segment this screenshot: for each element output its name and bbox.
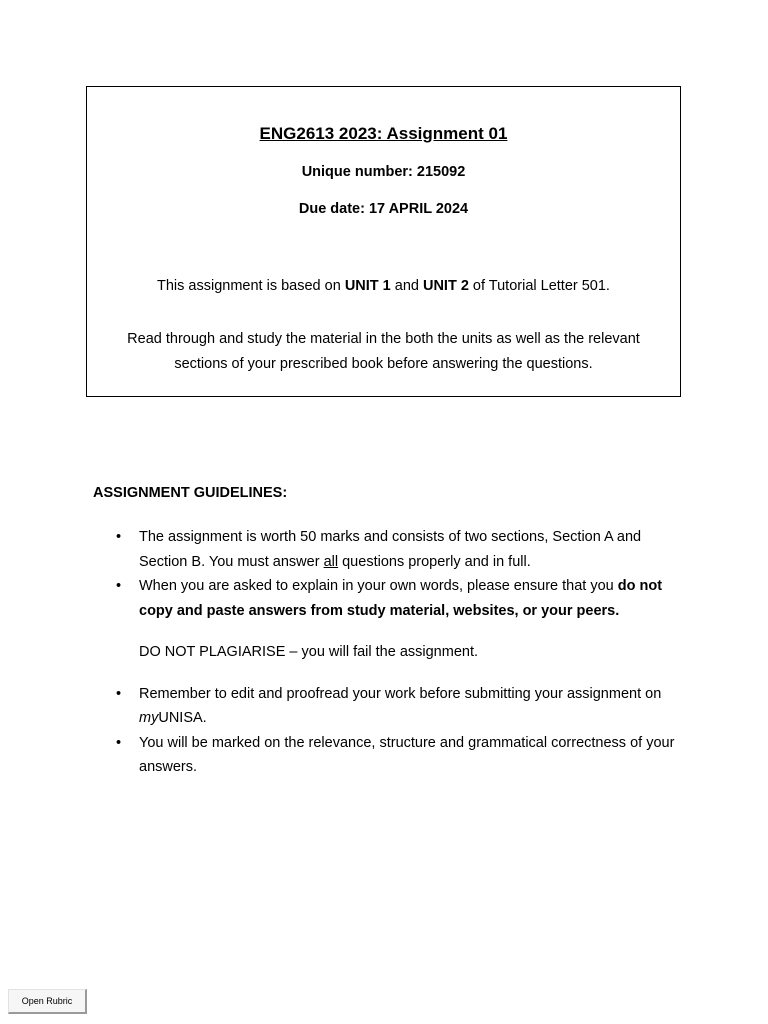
assignment-basis bbox=[87, 278, 680, 294]
open-rubric-button[interactable]: Open Rubric bbox=[8, 989, 87, 1014]
bullet-icon: • bbox=[116, 685, 122, 702]
guideline-item-text: questions properly and in full. bbox=[338, 553, 531, 570]
guideline-item-emphasis: do not copy and paste answers from study material, websites, or your peers. bbox=[139, 578, 663, 619]
guideline-item-text: You will be marked on the relevance, structure and grammatical correctness of your answers. bbox=[139, 734, 675, 775]
guidelines-heading: ASSIGNMENT GUIDELINES: bbox=[93, 485, 288, 501]
guideline-item-text: UNISA. bbox=[158, 710, 207, 726]
basis-unit-1: UNIT 1 bbox=[344, 278, 391, 294]
bullet-icon: • bbox=[116, 529, 122, 545]
page-title: ENG2613 2023: Assignment 01 bbox=[259, 124, 508, 143]
guideline-item-text: Remember to edit and proofread your work before submitting your assignment on bbox=[139, 685, 662, 702]
read-instruction: Read through and study the material in the both the units as well as the relevant sections of your prescribed book before answering the questions. bbox=[127, 331, 640, 372]
unique-number: Unique number: 215092 bbox=[301, 164, 466, 180]
guideline-item-emphasis: my bbox=[139, 710, 159, 726]
guidelines-list bbox=[93, 525, 683, 780]
basis-text-end: of Tutorial Letter 501. bbox=[468, 278, 610, 294]
due-date: Due date: 17 APRIL 2024 bbox=[298, 201, 469, 217]
guideline-item-marking bbox=[93, 731, 683, 780]
bullet-icon: • bbox=[116, 578, 122, 594]
assignment-header-box bbox=[86, 86, 681, 397]
basis-text-and: and bbox=[390, 278, 423, 294]
guideline-item-text: The assignment is worth 50 marks and consists of two sections, Section A and Section B. You must answer bbox=[139, 529, 642, 570]
basis-text-start: This assignment is based on bbox=[157, 278, 345, 294]
guideline-item-proofread bbox=[93, 682, 683, 731]
guideline-item-text: When you are asked to explain in your own words, please ensure that you bbox=[139, 578, 618, 594]
bullet-icon: • bbox=[116, 734, 122, 751]
guideline-item-emphasis: all bbox=[323, 553, 339, 570]
plagiarism-warning: DO NOT PLAGIARISE – you will fail the assignment. bbox=[139, 644, 479, 660]
guideline-item-marks bbox=[93, 525, 683, 574]
basis-unit-2: UNIT 2 bbox=[422, 278, 469, 294]
guideline-item-own-words bbox=[93, 574, 683, 623]
